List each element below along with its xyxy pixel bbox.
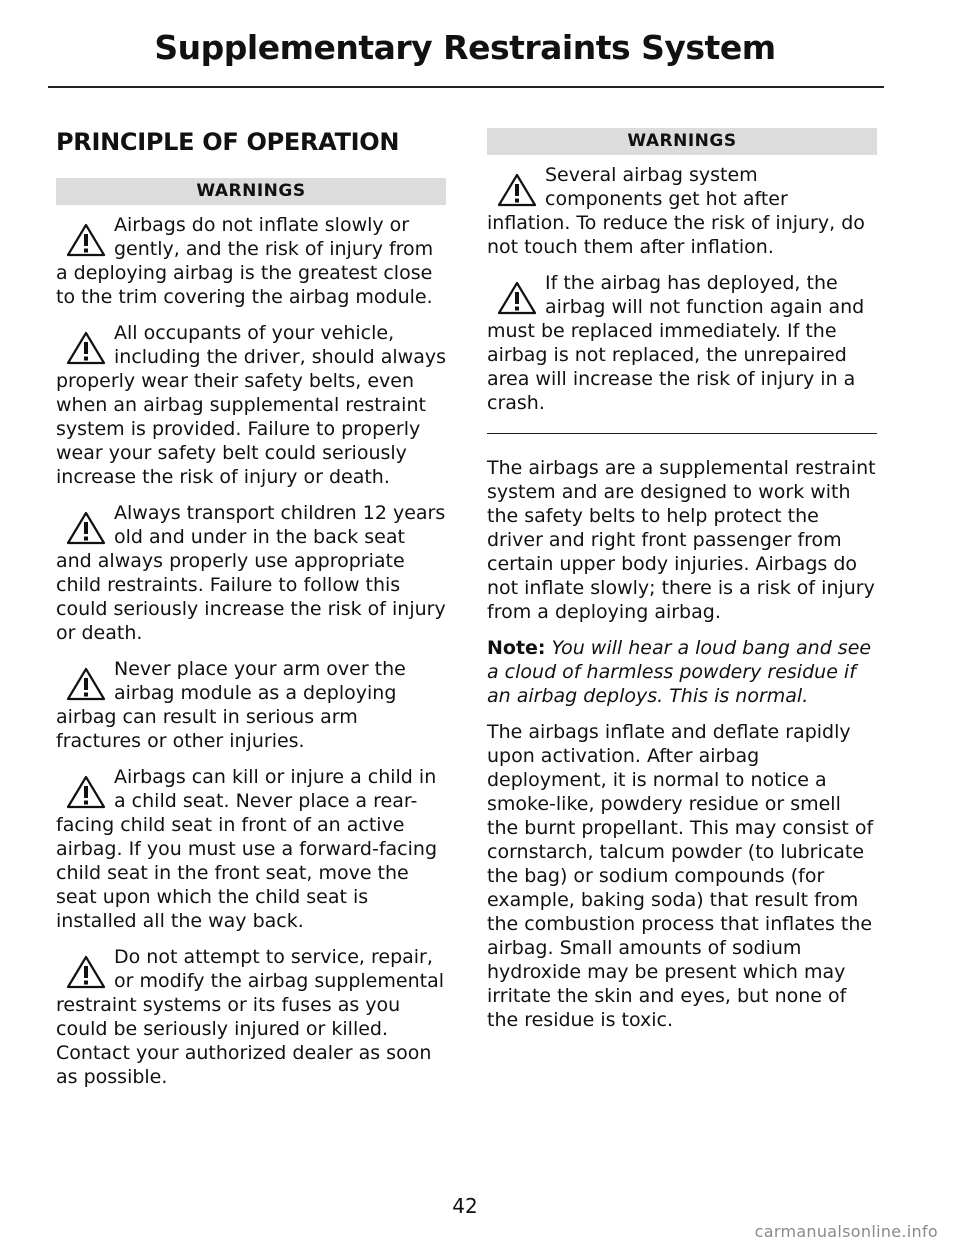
right-column	[487, 128, 877, 1044]
warning-item	[56, 213, 446, 309]
warning-text: Airbags do not inflate slowly or gently, and the risk of injury from a deploying airbag is the greatest close to the trim covering the airbag module.	[56, 214, 434, 308]
warning-triangle-icon	[66, 511, 106, 545]
warning-text: Always transport children 12 years old and under in the back seat and always properly use appropriate child restraints. Failure to follow this could seriously increase the risk of injury or death.	[56, 502, 446, 644]
warning-text: If the airbag has deployed, the airbag will not function again and must be replaced immediately. If the airbag is not replaced, the unrepaired area will increase the risk of injury in a crash.	[487, 272, 865, 414]
section-heading: PRINCIPLE OF OPERATION	[56, 128, 400, 156]
warning-triangle-icon	[497, 173, 537, 207]
warning-triangle-icon	[66, 667, 106, 701]
warning-triangle-icon	[66, 331, 106, 365]
note-label: Note:	[487, 637, 546, 659]
warning-triangle-icon	[497, 281, 537, 315]
warning-triangle-icon	[66, 955, 106, 989]
warnings-header-bar: WARNINGS	[487, 128, 877, 155]
warning-text: All occupants of your vehicle, including the driver, should always properly wear their safety belts, even when an airbag supplemental restraint system is provided. Failure to properly wear your safety belt could seriously increase the risk of injury or death.	[56, 322, 446, 488]
warning-text: Do not attempt to service, repair, or modify the airbag supplemental restraint systems or its fuses as you could be seriously injured or killed. Contact your authorized dealer as soon as possible.	[56, 946, 444, 1088]
warning-item	[56, 945, 446, 1089]
page-header-title: Supplementary Restraints System	[154, 28, 776, 67]
warning-item	[56, 501, 446, 645]
warning-item	[56, 321, 446, 489]
warning-text: Several airbag system components get hot after inflation. To reduce the risk of injury, do not touch them after inflation.	[487, 164, 865, 258]
warning-item	[56, 765, 446, 933]
header-divider	[48, 86, 884, 88]
warning-item	[56, 657, 446, 753]
warning-text: Never place your arm over the airbag module as a deploying airbag can result in serious arm fractures or other injuries.	[56, 658, 406, 752]
body-paragraph: The airbags inflate and deflate rapidly upon activation. After airbag deployment, it is normal to notice a smoke-like, powdery residue or smell the burnt propellant. This may consist of cornstarch, talcum powder (to lubricate the bag) or sodium compounds (for example, baking soda) that result from the combustion process that inflates the airbag. Small amounts of sodium hydroxide may be present which may irritate the skin and eyes, but none of the residue is toxic.	[487, 721, 874, 1031]
warning-item	[487, 271, 877, 415]
watermark: carmanualsonline.info	[754, 1222, 938, 1241]
warning-triangle-icon	[66, 223, 106, 257]
note-paragraph	[487, 636, 877, 708]
warning-text: Airbags can kill or injure a child in a child seat. Never place a rear-facing child seat in front of an active airbag. If you must use a forward-facing child seat in the front seat, move the seat upon which the child seat is installed all the way back.	[56, 766, 438, 932]
body-paragraph: The airbags are a supplemental restraint system and are designed to work with the safety belts to help protect the driver and right front passenger from certain upper body injuries. Airbags do not inflate slowly; there is a risk of injury from a deploying airbag.	[487, 457, 876, 623]
warning-item	[487, 163, 877, 259]
warnings-header-bar: WARNINGS	[56, 178, 446, 205]
page-number: 42	[452, 1194, 478, 1218]
warning-triangle-icon	[66, 775, 106, 809]
note-text: You will hear a loud bang and see a cloud of harmless powdery residue if an airbag deploys. This is normal.	[487, 637, 872, 707]
warnings-end-divider	[487, 433, 877, 434]
left-column	[56, 120, 446, 1101]
